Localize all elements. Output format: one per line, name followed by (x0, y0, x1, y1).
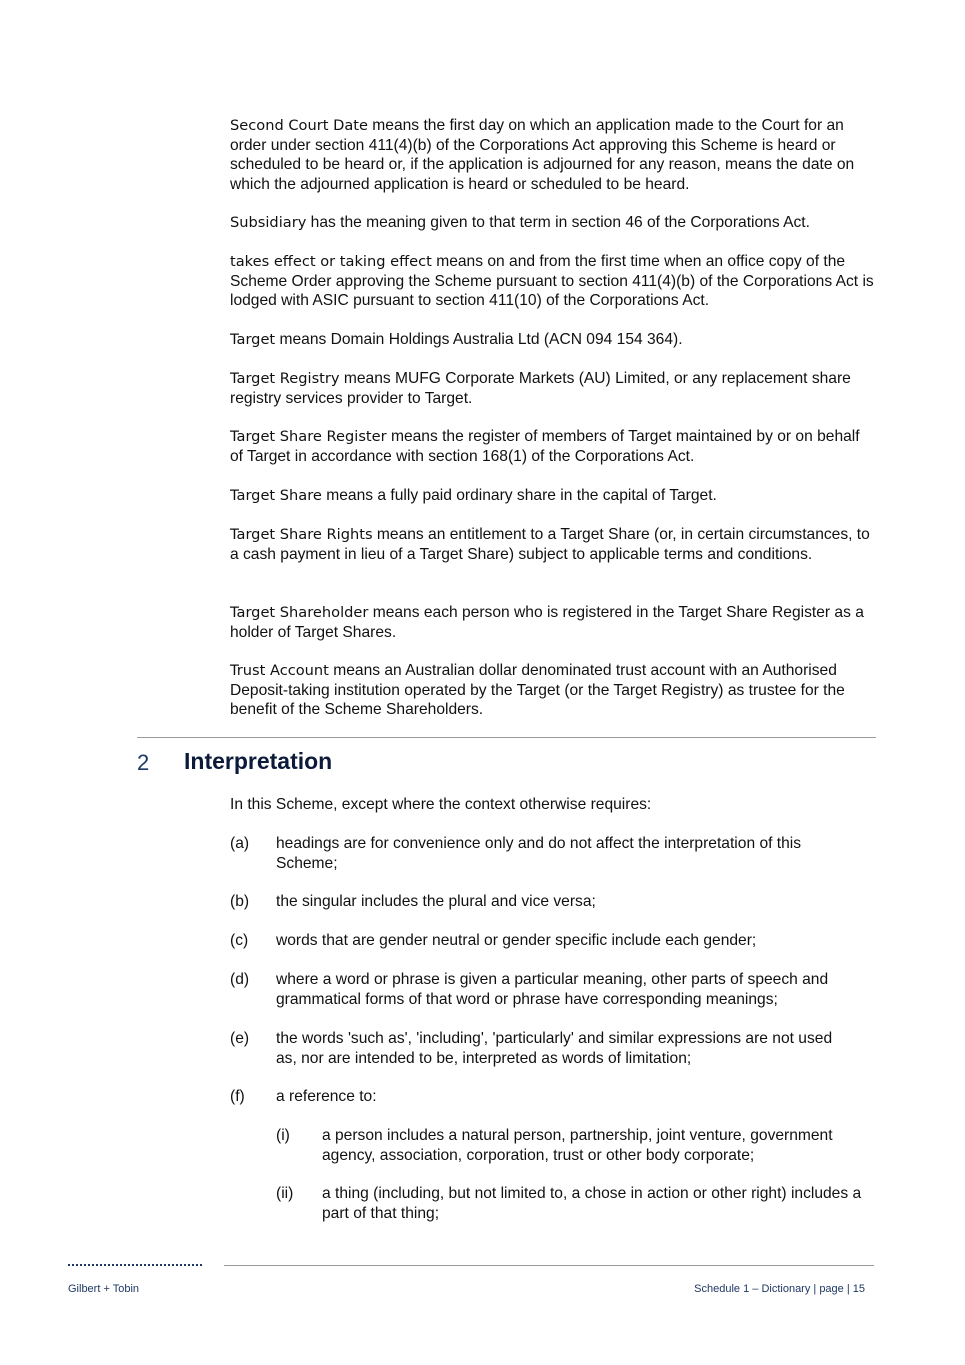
definition-text: means a fully paid ordinary share in the capital of Target. (321, 487, 717, 504)
list-item-label: (c) (230, 932, 249, 949)
list-item-label: (f) (230, 1088, 245, 1105)
footer-firm-name: Gilbert + Tobin (68, 1283, 140, 1295)
section-number: 2 (137, 750, 150, 775)
definition-text: means the register of members of Target maintained by or on behalf of Target in accordance with section 168(1) of the Corporations Act. (230, 428, 860, 465)
list-item-label: (e) (230, 1030, 250, 1047)
definition-text: means an entitlement to a Target Share (or, in certain circumstances, to a cash payment in lieu of a Target Share) subject to applicable terms and conditions. (230, 526, 870, 563)
defined-term: Target (230, 331, 276, 348)
defined-term: Target Share Rights (230, 526, 373, 543)
defined-term: Target Registry (230, 370, 340, 387)
footer-page-reference: Schedule 1 – Dictionary | page | 15 (694, 1283, 865, 1295)
defined-term: Trust Account (230, 662, 329, 679)
definition-text: means Domain Holdings Australia Ltd (ACN 094 154 364). (275, 331, 683, 348)
defined-term: Target Share Register (230, 428, 387, 445)
definition-text: has the meaning given to that term in section 46 of the Corporations Act. (306, 214, 810, 231)
definition-subsidiary (230, 213, 875, 233)
defined-term: takes effect or taking effect (230, 253, 432, 270)
list-item-label: (a) (230, 835, 250, 852)
list-item-label: (b) (230, 893, 250, 910)
definition-text: means each person who is registered in the Target Share Register as a holder of Target Shares. (230, 604, 864, 641)
section-divider (137, 737, 876, 738)
section-intro: In this Scheme, except where the context otherwise requires: (230, 796, 652, 813)
definition-text: means an Australian dollar denominated trust account with an Authorised Deposit-taking institution operated by the Target (or the Target Registry) as trustee for the benefit of the Scheme Shareholders. (230, 662, 845, 718)
definition-target-registry (230, 369, 875, 408)
definition-target (230, 330, 875, 350)
section-title: Interpretation (184, 748, 333, 774)
definition-trust-account (230, 661, 875, 720)
defined-term: Target Shareholder (230, 604, 369, 621)
definition-target-share-rights (230, 525, 875, 564)
defined-term: Target Share (230, 487, 322, 504)
sub-list-item-label: (ii) (276, 1185, 294, 1202)
list-item-label: (d) (230, 971, 250, 988)
list-item-text: where a word or phrase is given a particular meaning, other parts of speech and grammatical forms of that word or phrase have corresponding meanings; (276, 971, 829, 1008)
definition-target-share-register (230, 427, 875, 466)
definition-target-shareholder (230, 603, 875, 642)
defined-term: Second Court Date (230, 117, 368, 134)
sub-list-item-label: (i) (276, 1127, 290, 1144)
sub-list-item-text: a person includes a natural person, partnership, joint venture, government agency, association, corporation, trust or other body corporate; (322, 1127, 833, 1164)
list-item-text: a reference to: (276, 1088, 377, 1105)
definition-target-share (230, 486, 875, 506)
footer-dotted-rule (68, 1264, 202, 1266)
list-item-text: headings are for convenience only and do not affect the interpretation of this Scheme; (276, 835, 802, 872)
list-item-text: the singular includes the plural and vice versa; (276, 893, 596, 910)
definition-text: means the first day on which an application made to the Court for an order under section 411(4)(b) of the Corporations Act approving this Scheme is heard or scheduled to be heard or, if the application is adjourned for any reason, means the date on which the adjourned application is heard or scheduled to be heard. (230, 117, 855, 193)
definition-second-court-date (230, 116, 875, 194)
defined-term: Subsidiary (230, 214, 307, 231)
definition-takes-effect (230, 252, 875, 311)
sub-list-item-text: a thing (including, but not limited to, a chose in action or other right) includes a part of that thing; (322, 1185, 862, 1222)
footer-rule (224, 1265, 874, 1266)
definition-text: means on and from the first time when an office copy of the Scheme Order approving the Scheme pursuant to section 411(4)(b) of the Corporations Act is lodged with ASIC pursuant to section 411(10) of the Corporations Act. (230, 253, 874, 309)
list-item-text: the words 'such as', 'including', 'particularly' and similar expressions are not used as, nor are intended to be, interpreted as words of limitation; (276, 1030, 833, 1067)
list-item-text: words that are gender neutral or gender specific include each gender; (276, 932, 757, 949)
definition-text: means MUFG Corporate Markets (AU) Limited, or any replacement share registry services provider to Target. (230, 370, 851, 407)
